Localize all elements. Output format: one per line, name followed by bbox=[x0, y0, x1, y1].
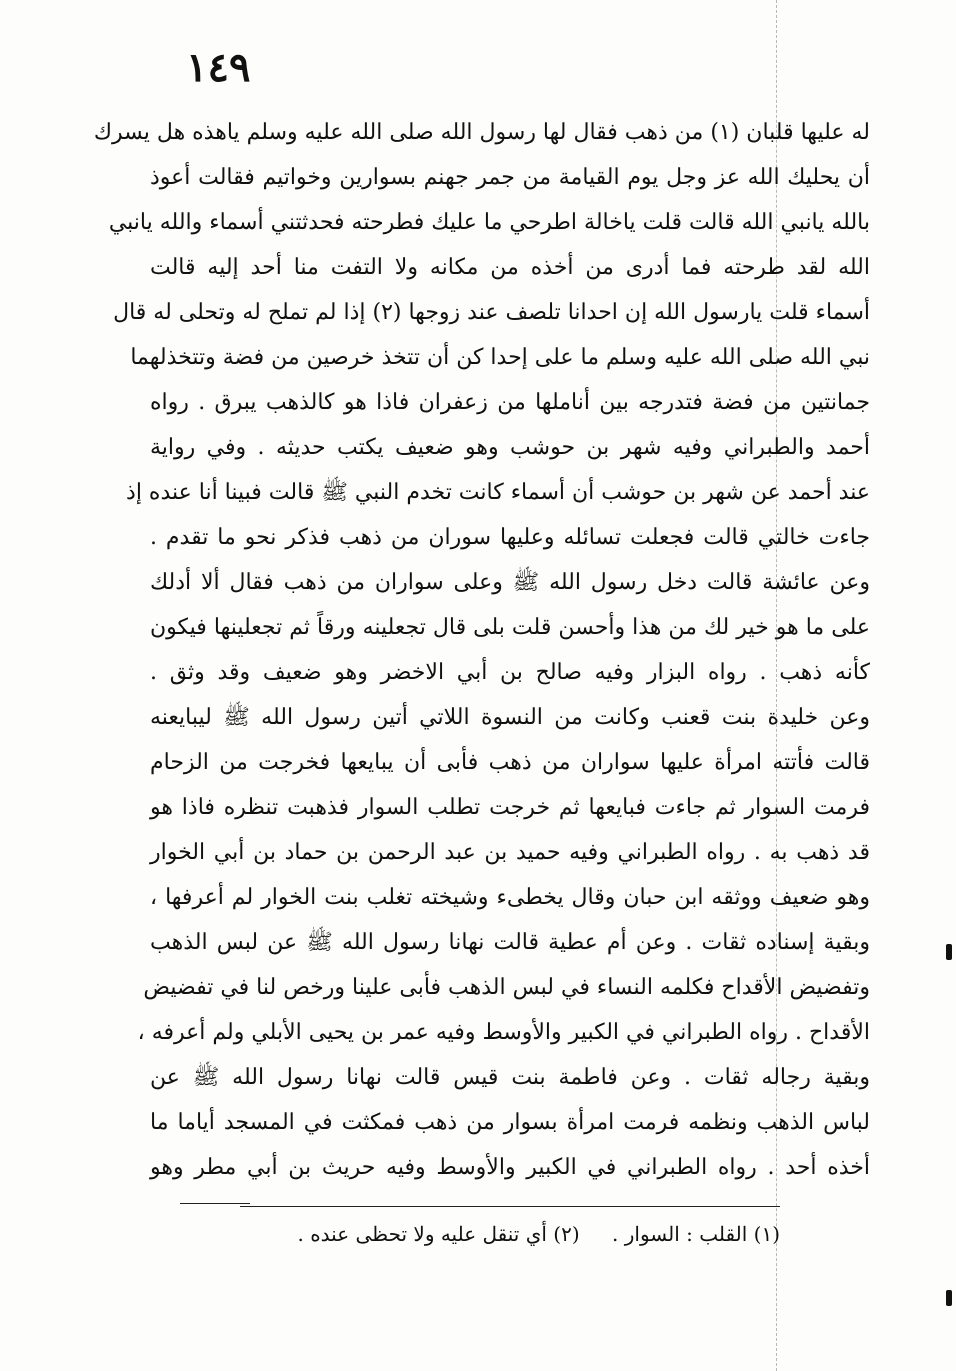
footnote-1: (١) القلب : السوار . bbox=[612, 1222, 780, 1246]
text-line: نبي الله صلى الله عليه وسلم ما على إحدا كن أن تتخذ خرصين من فضة وتتخذلهما bbox=[130, 345, 870, 370]
text-line: له عليها قلبان (١) من ذهب فقال لها رسول الله صلى الله عليه وسلم ياهذه هل يسرك bbox=[93, 120, 870, 145]
text-line: عند أحمد عن شهر بن حوشب أن أسماء كانت تخدم النبي ﷺ قالت فبينا أنا عنده إذ bbox=[126, 480, 870, 505]
text-line: قالت فأتته امرأة عليها سواران من ذهب فأبى أن يبايعها فخرجت من الزحام bbox=[150, 750, 870, 775]
text-line: أخذه أحد . رواه الطبراني في الكبير والأوسط وفيه حريث بن أبي مطر وهو bbox=[150, 1155, 870, 1180]
footnotes bbox=[240, 1214, 780, 1254]
text-line: على ما هو خير لك من هذا وأحسن قلت بلى قال تجعلينه ورقاً ثم تجعلينها فيكون bbox=[150, 615, 870, 640]
text-line: وبقية رجاله ثقات . وعن فاطمة بنت قيس قالت نهانا رسول الله ﷺ عن bbox=[150, 1065, 870, 1090]
scan-mark bbox=[946, 944, 952, 960]
text-line: وبقية إسناده ثقات . وعن أم عطية قالت نهانا رسول الله ﷺ عن لبس الذهب bbox=[150, 930, 870, 955]
text-line: قد ذهب به . رواه الطبراني وفيه حميد بن عبد الرحمن بن حماد بن أبي الخوار bbox=[150, 840, 870, 865]
text-line: الله لقد طرحته فما أدرى من أخذه من مكانه ولا التفت منا أحد إليه قالت bbox=[150, 255, 870, 280]
text-line: فرمت السوار ثم جاءت فبايعها ثم خرجت تطلب السوار فذهبت تنظره فاذا هو bbox=[150, 795, 870, 820]
text-line: لباس الذهب ونظمه فرمت امرأة بسوار من ذهب فمكثت في المسجد أياما ما bbox=[150, 1110, 870, 1135]
text-line: أن يحليك الله عز وجل يوم القيامة من جمر جهنم بسوارين وخواتيم فقالت أعوذ bbox=[150, 165, 870, 190]
text-line: وتفضيض الأقداح فكلمه النساء في لبس الذهب فأبى علينا ورخص لنا في تفضيض bbox=[143, 975, 870, 1000]
text-line: وعن عائشة قالت دخل رسول الله ﷺ وعلى سواران من ذهب فقال ألا أدلك bbox=[150, 570, 870, 595]
scan-mark bbox=[946, 1290, 952, 1306]
page-number: ١٤٩ bbox=[186, 44, 251, 91]
body-text bbox=[93, 110, 870, 1190]
text-line: جمانتين من فضة فتدرجه بين أناملها من زعفران فاذا هو كالذهب يبرق . رواه bbox=[150, 390, 870, 415]
text-line: أحمد والطبراني وفيه شهر بن حوشب وهو ضعيف يكتب حديثه . وفي رواية bbox=[150, 435, 870, 460]
text-line: الأقداح . رواه الطبراني في الكبير والأوسط وفيه عمر بن يحيى الأبلي ولم أعرفه ، bbox=[137, 1020, 870, 1045]
text-line: جاءت خالتي قالت فجعلت تسائله وعليها سوران من ذهب فذكر نحو ما تقدم . bbox=[150, 525, 870, 550]
text-line: كأنه ذهب . رواه البزار وفيه صالح بن أبي الاخضر وهو ضعيف وقد وثق . bbox=[150, 660, 870, 685]
text-line: وعن خليدة بنت قعنب وكانت من النسوة اللاتي أتين رسول الله ﷺ ليبايعنه bbox=[150, 705, 870, 730]
footnote-separator bbox=[240, 1206, 780, 1207]
footnote-2: (٢) أي تنقل عليه ولا تحظى عنده . bbox=[297, 1222, 580, 1246]
text-line: أسماء قلت يارسول الله إن احدانا تلصف عند زوجها (٢) إذا لم تملح له وتحلى له قال bbox=[113, 300, 870, 325]
footnote-separator-short bbox=[180, 1203, 250, 1204]
text-line: وهو ضعيف ووثقه ابن حبان وقال يخطىء وشيخته تغلب بنت الخوار لم أعرفها ، bbox=[150, 885, 870, 910]
text-line: بالله يانبي الله قالت قلت ياخالة اطرحي ما عليك فطرحته فحدثتني أسماء والله يانبي bbox=[108, 210, 870, 235]
